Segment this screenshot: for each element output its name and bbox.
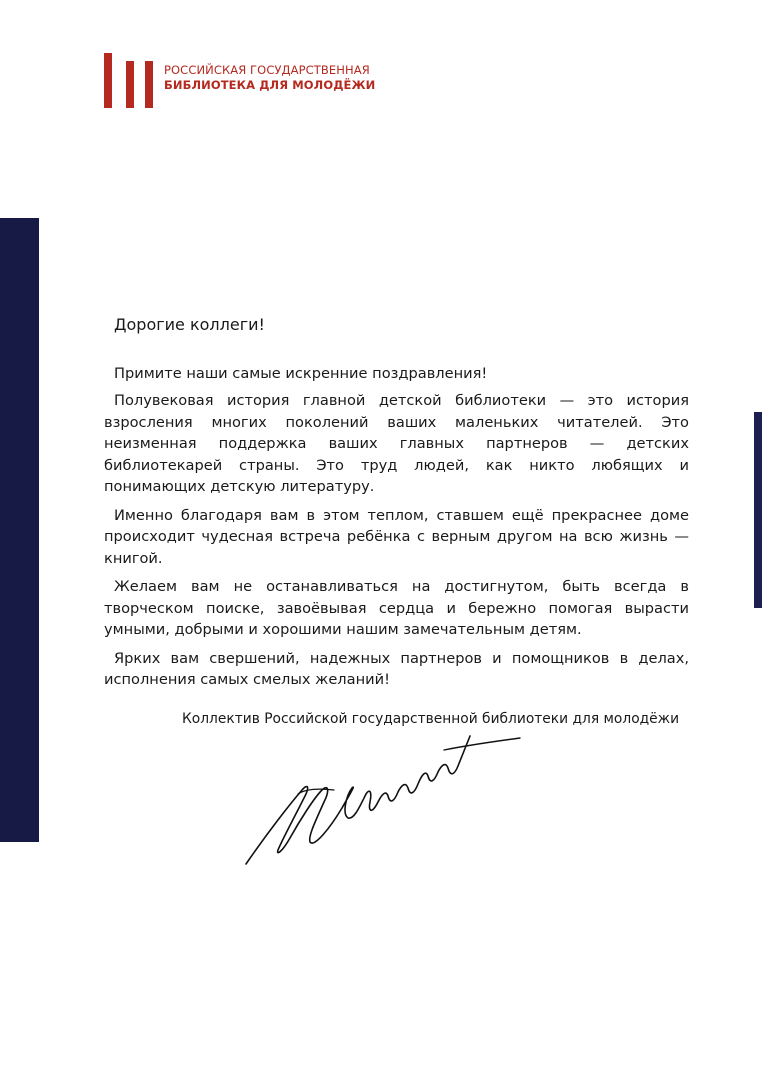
library-logo bbox=[104, 53, 375, 109]
handwritten-signature bbox=[238, 732, 528, 872]
right-decorative-band bbox=[754, 412, 762, 608]
logo-bars-icon bbox=[104, 53, 154, 109]
paragraph: Ярких вам свершений, надежных партнеров и помощников в делах, исполнения самых смелых желаний! bbox=[104, 649, 689, 688]
paragraph: Примите наши самые искренние поздравления! bbox=[114, 364, 488, 382]
sender-line: Коллектив Российской государственной библиотеки для молодёжи bbox=[182, 711, 680, 727]
logo-bar bbox=[126, 61, 134, 108]
logo-bar bbox=[104, 53, 112, 108]
salutation: Дорогие коллеги! bbox=[114, 315, 265, 334]
logo-bar bbox=[145, 61, 153, 108]
logo-line-2: БИБЛИОТЕКА ДЛЯ МОЛОДЁЖИ bbox=[164, 78, 376, 92]
paragraph: Полувековая история главной детской библиотеки — это история взросления многих поколений ваших маленьких читателей. Это неизменная поддержка ваших главных партнеров — детских библиотекарей страны. Это труд людей, как никто любящих и понимающих детскую литературу. bbox=[104, 392, 689, 495]
logo-text bbox=[164, 63, 375, 93]
letter-body bbox=[104, 314, 689, 698]
logo-line-1: РОССИЙСКАЯ ГОСУДАРСТВЕННАЯ bbox=[164, 63, 370, 77]
paragraph: Именно благодаря вам в этом теплом, ставшем ещё прекраснее доме происходит чудесная встреча ребёнка с верным другом на всю жизнь — книгой. bbox=[104, 506, 689, 567]
left-decorative-band bbox=[0, 218, 39, 842]
paragraph: Желаем вам не останавливаться на достигнутом, быть всегда в творческом поиске, завоёвывая сердца и бережно помогая вырасти умными, добрыми и хорошими нашим замечательным детям. bbox=[104, 578, 689, 638]
